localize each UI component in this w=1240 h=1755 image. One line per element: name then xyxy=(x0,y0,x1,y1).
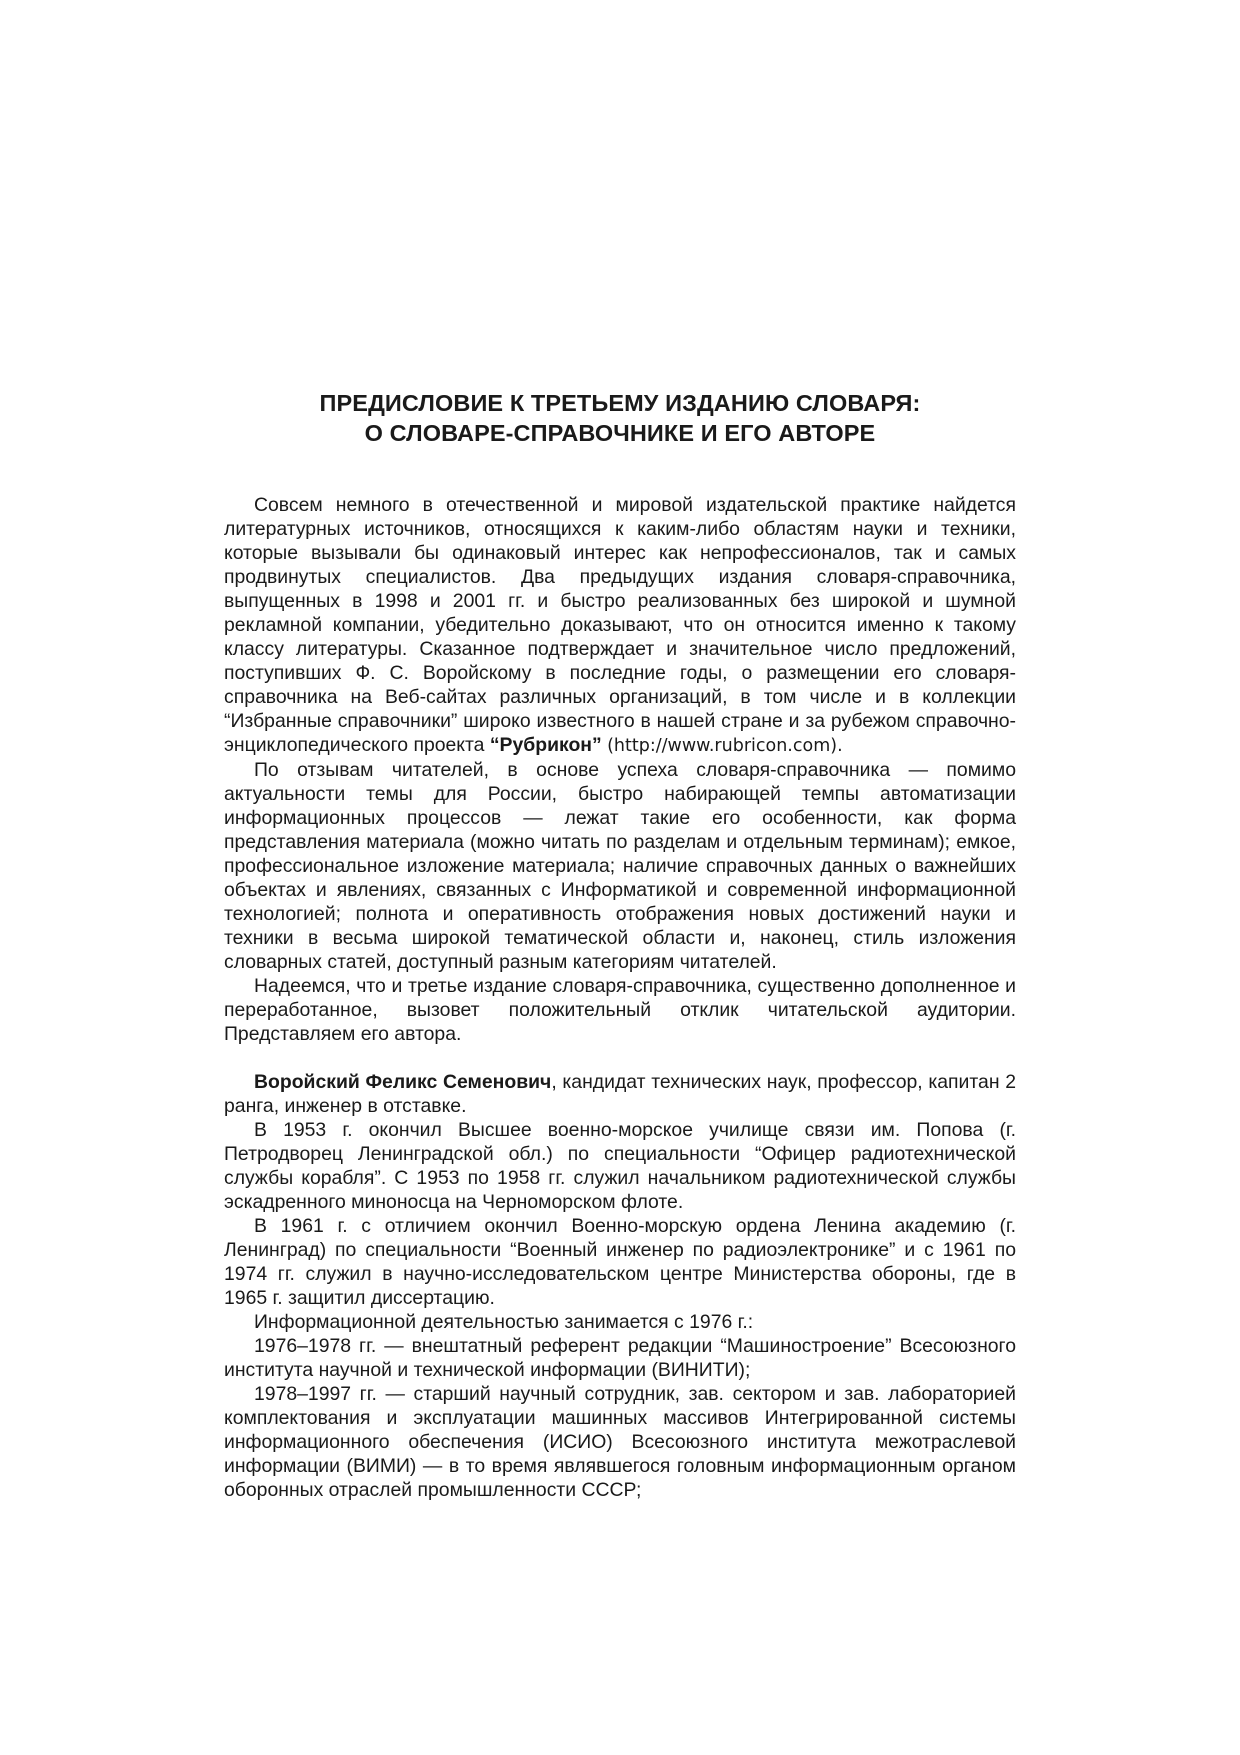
author-bio-section xyxy=(224,1070,1016,1502)
title-line-1: ПРЕДИСЛОВИЕ К ТРЕТЬЕМУ ИЗДАНИЮ СЛОВАРЯ: xyxy=(319,390,921,416)
intro-paragraph-2: По отзывам читателей, в основе успеха словаря-справочника — помимо актуальности темы для России, быстро набирающей темпы автоматизации информационных процессов — лежат такие его особенности, как форма представления материала (можно читать по разделам и отдельным терминам); емкое, профессиональное изложение материала; наличие справочных данных о важнейших объектах и явлениях, связанных с Информатикой и современной информационной технологией; полнота и оперативность отображения новых достижений науки и техники в весьма широкой тематической области и, наконец, стиль изложения словарных статей, доступный разным категориям читателей. xyxy=(224,759,1016,973)
rubricon-url: (http://www.rubricon.com). xyxy=(607,736,843,756)
page-title xyxy=(224,388,1016,448)
bio-paragraph-6: 1978–1997 гг. — старший научный сотрудник, зав. сектором и зав. лабораторией комплектования и эксплуатации машинных массивов Интегрированной системы информационного обеспечения (ИСИО) Всесоюзного института межотраслевой информации (ВИМИ) — в то время являвшегося головным информационным органом оборонных отраслей промышленности СССР; xyxy=(224,1383,1016,1501)
document-page xyxy=(224,388,1016,1502)
bio-paragraph-3: В 1961 г. с отличием окончил Военно-морскую ордена Ленина академию (г. Ленинград) по специальности “Военный инженер по радиоэлектронике” и с 1961 по 1974 гг. служил в научно-исследовательском центре Министерства обороны, где в 1965 г. защитил диссертацию. xyxy=(224,1215,1016,1309)
bio-paragraph-5: 1976–1978 гг. — внештатный референт редакции “Машиностроение” Всесоюзного института научной и технической информации (ВИНИТИ); xyxy=(224,1335,1016,1381)
intro-paragraph-3: Надеемся, что и третье издание словаря-справочника, существенно дополненное и переработанное, вызовет положительный отклик читательской аудитории. Представляем его автора. xyxy=(224,975,1016,1045)
rubricon-project-name: “Рубрикон” xyxy=(489,734,602,756)
bio-paragraph-1 xyxy=(224,1070,1016,1118)
bio-paragraph-2: В 1953 г. окончил Высшее военно-морское училище связи им. Попова (г. Петродворец Ленинградской обл.) по специальности “Офицер радиотехнической службы корабля”. С 1953 по 1958 гг. служил начальником радиотехнической службы эскадренного миноносца на Черноморском флоте. xyxy=(224,1119,1016,1213)
intro-paragraph-1 xyxy=(224,493,1016,758)
intro-paragraph-1-text: Совсем немного в отечественной и мировой издательской практике найдется литературных источников, относящихся к каким-либо областям науки и техники, которые вызывали бы одинаковый интерес как непрофессионалов, так и самых продвинутых специалистов. Два предыдущих издания словаря-справочника, выпущенных в 1998 и 2001 гг. и быстро реализованных без широкой и шумной рекламной компании, убедительно доказывают, что он относится именно к такому классу литературы. Сказанное подтверждает и значительное число предложений, поступивших Ф. С. Воройскому в последние годы, о размещении его словаря-справочника на Веб-сайтах различных организаций, в том числе и в коллекции “Избранные справочники” широко известного в нашей стране и за рубежом справочно-энциклопедического проекта xyxy=(224,494,1016,756)
title-line-2: О СЛОВАРЕ-СПРАВОЧНИКЕ И ЕГО АВТОРЕ xyxy=(364,420,876,446)
intro-section xyxy=(224,493,1016,1046)
bio-paragraph-4: Информационной деятельностью занимается с 1976 г.: xyxy=(254,1311,754,1333)
author-name: Воройский Феликс Семенович xyxy=(254,1071,552,1093)
author-credentials: , кандидат технических наук, профессор, капитан 2 ранга, инженер в отставке. xyxy=(224,1071,1017,1117)
